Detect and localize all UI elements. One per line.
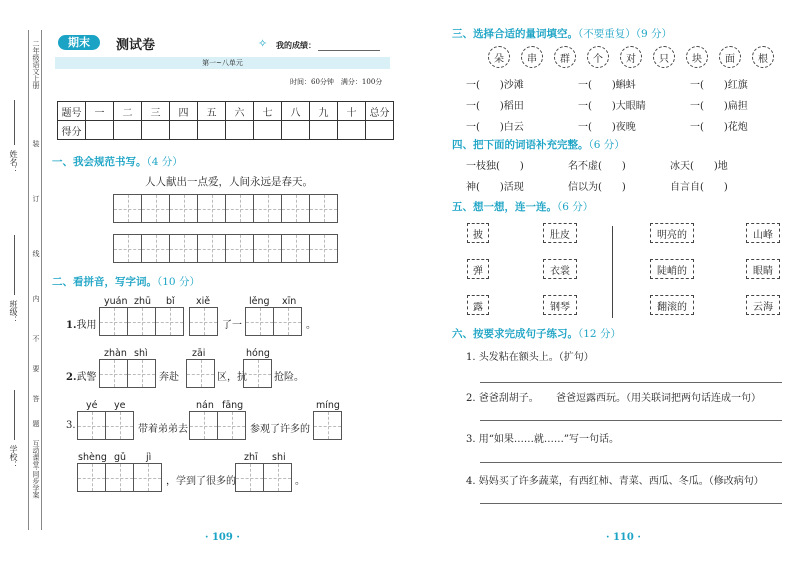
- fill-item[interactable]: 一( )大眼睛: [578, 101, 646, 112]
- pinyin: zāi: [192, 348, 206, 359]
- answer-line[interactable]: [480, 503, 782, 504]
- q1-grid-c[interactable]: [246, 307, 302, 336]
- score-cell: 四: [170, 102, 198, 121]
- q6-1-text: 1. 头发粘在额头上。（扩句）: [466, 352, 594, 363]
- section-3-note: （不要重复）: [578, 28, 636, 40]
- my-score-field[interactable]: [318, 50, 380, 51]
- score-input[interactable]: [310, 121, 338, 140]
- section-2-points: （10 分）: [157, 276, 200, 288]
- word-option: 串: [521, 46, 543, 68]
- section-2-title: [52, 274, 200, 289]
- q3-num: 3.: [66, 420, 76, 431]
- section-3-title-text: 三、选择合适的量词填空。: [452, 28, 578, 40]
- match-word[interactable]: 弹: [467, 259, 489, 279]
- fill-item[interactable]: 一( )夜晚: [578, 122, 636, 133]
- word-option: 根: [752, 46, 774, 68]
- section-3-points: （9 分）: [635, 28, 673, 40]
- score-input[interactable]: [142, 121, 170, 140]
- score-cell: 一: [86, 102, 114, 121]
- binding-mark: 装: [32, 140, 40, 147]
- fill-item[interactable]: 神( )活现: [466, 182, 524, 193]
- writing-grid-1[interactable]: [114, 194, 338, 223]
- answer-line[interactable]: [480, 420, 782, 421]
- pinyin: xiě: [196, 296, 211, 307]
- exam-badge-label: 期末: [58, 35, 100, 50]
- section-6-title: [452, 326, 621, 341]
- exam-title: 测试卷: [116, 38, 156, 53]
- score-cell: 二: [114, 102, 142, 121]
- q2-mid2-text: 区，抗: [217, 372, 247, 383]
- binding-strip: [0, 0, 48, 566]
- pinyin: yé: [86, 400, 98, 411]
- fill-item[interactable]: 一枝独( ): [466, 161, 524, 172]
- word-option: 群: [554, 46, 576, 68]
- binding-mark: 内: [32, 295, 40, 302]
- binding-mark: 答: [32, 395, 40, 402]
- binding-mark: 线: [32, 250, 40, 257]
- fill-item[interactable]: 一( )红旗: [690, 80, 748, 91]
- word-option: 朵: [488, 46, 510, 68]
- pinyin: xīn: [282, 296, 297, 307]
- exam-badge: [58, 34, 100, 50]
- fill-item[interactable]: 一( )白云: [466, 122, 524, 133]
- q1-text: 1.我用: [66, 320, 97, 331]
- score-input[interactable]: [114, 121, 142, 140]
- section-4-points: （6 分）: [588, 139, 625, 151]
- score-table-header-row: [58, 102, 394, 121]
- q2-post-text: 抢险。: [274, 372, 304, 383]
- score-cell: 九: [310, 102, 338, 121]
- binding-mark: 题: [32, 420, 40, 427]
- fill-item[interactable]: 一( )稻田: [466, 101, 524, 112]
- match-word[interactable]: 明亮的: [650, 223, 694, 243]
- q3b-grid-b[interactable]: [236, 463, 292, 492]
- q3-grid-b[interactable]: [190, 411, 246, 440]
- section-4-title-text: 四、把下面的词语补充完整。: [452, 139, 589, 151]
- word-option: 只: [653, 46, 675, 68]
- section-2-title-text: 二、看拼音，写字词。: [52, 276, 157, 288]
- q3-mid2-text: 参观了许多的: [250, 424, 310, 435]
- match-word[interactable]: 翻滚的: [650, 295, 694, 315]
- score-cell: 五: [198, 102, 226, 121]
- q3-mid1-text: 带着弟弟去: [138, 424, 188, 435]
- fill-item[interactable]: 冰天( )地: [670, 161, 728, 172]
- name-label: 姓名：: [9, 150, 18, 174]
- pinyin: ye: [114, 400, 126, 411]
- pinyin: shi: [272, 452, 286, 463]
- pinyin: jì: [146, 452, 152, 463]
- page-number-left: · 109 ·: [205, 532, 240, 543]
- section-1-points: （4 分）: [146, 156, 183, 168]
- score-input[interactable]: [338, 121, 366, 140]
- section-5-points: （6 分）: [557, 201, 594, 213]
- match-word[interactable]: 眼睛: [746, 259, 780, 279]
- score-input[interactable]: [282, 121, 310, 140]
- q3b-mid-text: ，学到了很多的: [166, 476, 236, 487]
- pinyin: míng: [316, 400, 340, 411]
- match-word[interactable]: 衣裳: [543, 259, 577, 279]
- pinyin: gǔ: [114, 452, 127, 463]
- writing-grid-2[interactable]: [114, 234, 338, 263]
- binding-grade-text: 二年级语文上册: [32, 40, 40, 89]
- section-1-title: [52, 154, 183, 169]
- my-score-label: 我的成绩：: [276, 40, 316, 50]
- fill-item[interactable]: 一( )花炮: [690, 122, 748, 133]
- pinyin: zhī: [244, 452, 258, 463]
- pinyin: nán: [196, 400, 214, 411]
- score-table: [57, 101, 394, 140]
- pinyin: fāng: [222, 400, 244, 411]
- class-field[interactable]: [14, 235, 15, 295]
- unit-bar: [55, 57, 390, 69]
- pinyin: zhàn: [104, 348, 127, 359]
- school-field[interactable]: [14, 390, 15, 440]
- q6-2a-text: 2. 爸爸刮胡子。: [466, 393, 539, 404]
- score-table-score-row: [58, 121, 394, 140]
- match-word[interactable]: 肚皮: [543, 223, 577, 243]
- q2-grid-a[interactable]: [100, 359, 156, 388]
- q6-4-text: 4. 妈妈买了许多蔬菜，有西红柿、青菜、西瓜、冬瓜。（修改病句）: [466, 476, 764, 487]
- class-label: 班级：: [9, 300, 18, 324]
- score-cell: 八: [282, 102, 310, 121]
- divider: [612, 226, 613, 318]
- fill-item[interactable]: 自言自( ): [670, 182, 728, 193]
- score-input[interactable]: [170, 121, 198, 140]
- fill-item[interactable]: 一( )蝌蚪: [578, 80, 636, 91]
- q1-grid-b[interactable]: [190, 307, 218, 336]
- score-cell: 十: [338, 102, 366, 121]
- q3-grid-a[interactable]: [78, 411, 134, 440]
- answer-line[interactable]: [480, 382, 782, 383]
- pinyin: zhū: [134, 296, 152, 307]
- section-1-title-text: 一、我会规范书写。: [52, 156, 147, 168]
- score-cell: 七: [254, 102, 282, 121]
- q3-grid-c[interactable]: [314, 411, 342, 440]
- binding-mark: 不: [32, 335, 40, 342]
- q1-grid-a[interactable]: [100, 307, 184, 336]
- section-6-title-text: 六、按要求完成句子练习。: [452, 328, 578, 340]
- section-3-title: [452, 26, 672, 41]
- word-option: 个: [587, 46, 609, 68]
- binding-mark: 要: [32, 365, 40, 372]
- match-word[interactable]: 露: [467, 295, 489, 315]
- match-word[interactable]: 云海: [746, 295, 780, 315]
- score-cell: 得分: [58, 121, 86, 140]
- score-cell: 总分: [366, 102, 394, 121]
- star-icon: ✧: [258, 37, 268, 50]
- q3b-grid-a[interactable]: [78, 463, 162, 492]
- fill-item[interactable]: 一( )扁担: [690, 101, 748, 112]
- word-option: 块: [686, 46, 708, 68]
- time-info: 时间：60分钟 满分：100分: [290, 78, 383, 86]
- match-word[interactable]: 钢琴: [543, 295, 577, 315]
- q6-2b-text: 爸爸逗露西玩。（用关联词把两句话连成一句）: [556, 393, 761, 404]
- measure-word-bank: [488, 46, 774, 68]
- q2-grid-b[interactable]: [187, 359, 215, 388]
- score-input[interactable]: [198, 121, 226, 140]
- section-5-title-text: 五、想一想，连一连。: [452, 201, 557, 213]
- q3b-post-text: 。: [295, 476, 305, 487]
- q2-text: 2.武警: [66, 372, 97, 383]
- school-label: 学校：: [9, 445, 18, 469]
- fill-item[interactable]: 名不虚( ): [568, 161, 626, 172]
- q1-post-text: 。: [306, 320, 316, 331]
- binding-mark: 订: [32, 195, 40, 202]
- pinyin: shèng: [78, 452, 107, 463]
- match-word[interactable]: 山峰: [746, 223, 780, 243]
- pinyin: lěng: [249, 296, 270, 307]
- pinyin: hóng: [246, 348, 270, 359]
- name-field[interactable]: [14, 100, 15, 145]
- q1-mid-text: 了一: [222, 320, 242, 331]
- word-option: 对: [620, 46, 642, 68]
- score-cell: 三: [142, 102, 170, 121]
- q2-grid-c[interactable]: [244, 359, 272, 388]
- answer-line[interactable]: [480, 462, 782, 463]
- fill-item[interactable]: 信以为( ): [568, 182, 626, 193]
- score-cell: 题号: [58, 102, 86, 121]
- pinyin: bǐ: [166, 296, 175, 307]
- section-4-title: [452, 137, 625, 152]
- section-6-points: （12 分）: [578, 328, 621, 340]
- unit-bar-text: 第一~八单元: [202, 59, 243, 67]
- score-input[interactable]: [254, 121, 282, 140]
- match-word[interactable]: 披: [467, 223, 489, 243]
- section-5-title: [452, 199, 593, 214]
- word-option: 面: [719, 46, 741, 68]
- score-input[interactable]: [366, 121, 394, 140]
- binding-series-text: 互动课堂·同步学案: [32, 440, 40, 499]
- score-cell: 六: [226, 102, 254, 121]
- pinyin: yuán: [104, 296, 128, 307]
- score-input[interactable]: [226, 121, 254, 140]
- pinyin: shì: [134, 348, 148, 359]
- match-word[interactable]: 陡峭的: [650, 259, 694, 279]
- score-input[interactable]: [86, 121, 114, 140]
- copy-sentence: 人人献出一点爱，人间永远是春天。: [145, 176, 313, 188]
- fill-item[interactable]: 一( )沙滩: [466, 80, 524, 91]
- q2-mid1-text: 奔赴: [159, 372, 179, 383]
- page-number-right: · 110 ·: [606, 532, 641, 543]
- q6-3-text: 3. 用“如果……就……”写一句话。: [466, 434, 619, 445]
